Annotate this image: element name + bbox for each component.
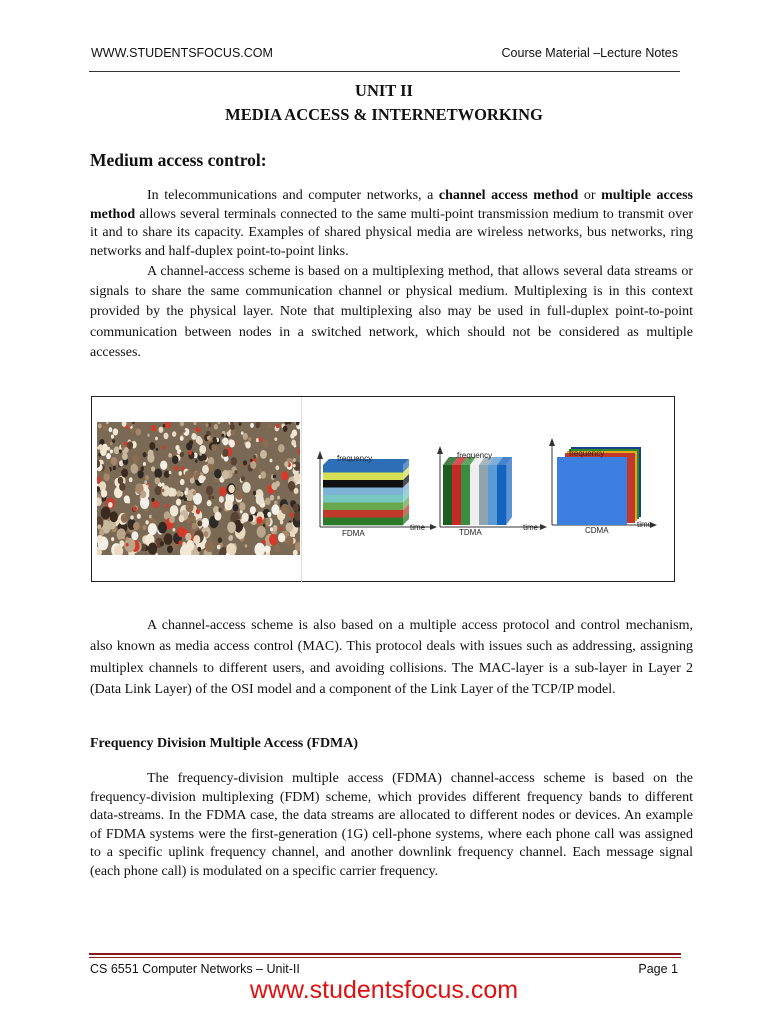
p1-bold-2: multiple access method <box>90 188 694 222</box>
crowd-person <box>149 515 152 519</box>
footer-course: CS 6551 Computer Networks – Unit-II <box>90 962 300 976</box>
crowd-person <box>132 454 139 463</box>
tdma-slot <box>452 465 461 525</box>
access-schemes-diagram <box>307 427 669 577</box>
crowd-person <box>119 483 125 491</box>
tdma-slot <box>443 465 452 525</box>
crowd-person <box>202 454 207 460</box>
crowd-person <box>205 540 214 552</box>
crowd-person <box>172 528 175 532</box>
fdma-label: FDMA <box>342 529 365 538</box>
crowd-person <box>286 536 294 546</box>
crowd-person <box>290 532 294 537</box>
crowd-person <box>270 495 274 501</box>
crowd-person <box>211 444 217 451</box>
crowd-person <box>172 431 176 437</box>
crowd-person <box>155 486 162 495</box>
crowd-person <box>193 535 200 544</box>
crowd-person <box>127 441 133 449</box>
crowd-person <box>221 433 224 437</box>
crowd-person <box>105 466 109 472</box>
paragraph-multiplexing <box>90 262 693 363</box>
crowd-person <box>113 428 118 435</box>
crowd-person <box>144 480 147 484</box>
crowd-person <box>143 525 147 530</box>
crowd-person <box>176 499 181 506</box>
crowd-person <box>250 461 256 469</box>
fdma-frequency-label: frequency <box>337 454 373 463</box>
crowd-person <box>169 471 172 475</box>
crowd-person <box>108 502 112 508</box>
crowd-person <box>164 533 173 545</box>
cdma-label: CDMA <box>585 526 609 535</box>
crowd-person <box>274 501 277 505</box>
crowd-person <box>98 444 103 450</box>
crowd-person <box>166 504 169 508</box>
p1-text-3: allows several terminals connected to the same multi-point transmission medium to transmit over it and to share its capacity. Examples of shared physical media are wireless networks, bus networks, ring networks and half-duplex point-to-point links. <box>90 206 693 259</box>
tdma-panel <box>437 446 547 537</box>
crowd-person <box>164 471 170 478</box>
crowd-person <box>167 546 173 554</box>
crowd-person <box>259 437 263 442</box>
crowd-person <box>281 471 288 480</box>
crowd-person <box>270 459 273 463</box>
crowd-person <box>154 468 162 478</box>
crowd-person <box>174 466 178 471</box>
p3-text: The frequency-division multiple access (FDMA) channel-access scheme is based on the frequency-division multiplexing (FDM) scheme, which provides different frequency bands to different data-streams. In the FDMA case, the data streams are allocated to different nodes or devices. An example of FDMA systems were the first-generation (1G) cell-phone systems, where each phone call was assigned to a specific uplink frequency channel, and another downlink frequency channel. Each message signal (each phone call) is modulated on a specific carrier frequency. <box>90 771 693 879</box>
crowd-person <box>277 496 280 500</box>
crowd-person <box>233 504 239 512</box>
crowd-person <box>160 461 167 470</box>
crowd-person <box>113 466 116 470</box>
crowd-person <box>250 423 254 428</box>
crowd-person <box>267 512 271 517</box>
crowd-person <box>270 527 273 531</box>
crowd-person <box>268 425 271 428</box>
tdma-time-label: time <box>523 523 539 532</box>
crowd-person <box>197 520 202 526</box>
crowd-person <box>143 452 147 457</box>
crowd-person <box>260 471 266 478</box>
crowd-person <box>241 476 245 481</box>
crowd-person <box>98 423 102 428</box>
fdma-band <box>323 465 403 473</box>
crowd-person <box>114 446 120 454</box>
crowd-person <box>273 474 276 478</box>
crowd-person <box>129 477 133 482</box>
crowd-person <box>141 491 147 498</box>
tdma-bands <box>443 457 512 525</box>
crowd-person <box>180 479 185 485</box>
crowd-person <box>256 494 264 505</box>
crowd-person <box>222 439 225 442</box>
crowd-person <box>253 491 256 495</box>
crowd-person <box>158 522 167 534</box>
crowd-person <box>242 513 249 522</box>
crowd-person <box>197 438 203 445</box>
crowd-person <box>151 425 156 432</box>
crowd-person <box>293 458 296 462</box>
crowd-person <box>110 449 113 453</box>
crowd-person <box>245 441 250 448</box>
crowd-person <box>214 424 218 429</box>
crowd-person <box>274 437 277 441</box>
crowd-person <box>101 507 111 520</box>
paragraph-mac <box>90 615 693 700</box>
crowd-person <box>222 470 229 479</box>
crowd-person <box>284 461 288 467</box>
fdma-band <box>323 488 403 496</box>
crowd-person <box>110 511 118 522</box>
crowd-person <box>156 448 158 451</box>
crowd-person <box>103 424 109 431</box>
crowd-person <box>281 504 289 514</box>
crowd-person <box>230 424 235 430</box>
crowd-person <box>213 437 217 442</box>
crowd-person <box>265 497 271 505</box>
paragraph-fdma <box>90 770 693 882</box>
crowd-person <box>184 497 187 501</box>
fdma-band <box>323 473 403 481</box>
cdma-time-label: time <box>637 520 653 529</box>
crowd-person <box>228 485 234 493</box>
crowd-person <box>278 533 285 542</box>
crowd-person <box>193 491 196 495</box>
crowd-person <box>214 469 222 479</box>
crowd-person <box>229 440 235 448</box>
crowd-person <box>110 442 113 446</box>
crowd-person <box>217 545 221 550</box>
crowd-person <box>127 500 130 504</box>
crowd-person <box>133 506 137 511</box>
crowd-person <box>227 431 231 436</box>
crowd-person <box>168 453 172 458</box>
crowd-person <box>201 518 209 528</box>
crowd-person <box>231 457 237 465</box>
crowd-person <box>224 500 232 511</box>
crowd-person <box>219 496 224 503</box>
crowd-person <box>163 446 166 450</box>
crowd-person <box>160 541 164 546</box>
crowd-person <box>145 475 149 480</box>
tdma-slot <box>497 465 506 525</box>
crowd-person <box>253 455 256 459</box>
crowd-person <box>222 449 228 457</box>
cdma-frequency-label: frequency <box>569 449 605 458</box>
header-site: WWW.STUDENTSFOCUS.COM <box>91 46 273 60</box>
crowd-person <box>256 438 259 442</box>
crowd-person <box>185 470 192 479</box>
crowd-person <box>191 433 196 440</box>
crowd-person <box>291 440 296 446</box>
crowd-person <box>227 522 236 533</box>
crowd-person <box>99 529 104 536</box>
tdma-slot <box>470 465 479 525</box>
fdma-band <box>323 503 403 511</box>
crowd-person <box>207 500 212 506</box>
crowd-person <box>147 453 154 462</box>
crowd-person <box>275 465 279 470</box>
crowd-person <box>276 424 279 428</box>
crowd-person <box>218 537 222 543</box>
crowd-person <box>271 482 277 490</box>
crowd-person <box>293 464 296 467</box>
crowd-person <box>197 429 200 433</box>
crowd-person <box>101 489 107 497</box>
crowd-person <box>180 452 184 458</box>
crowd-person <box>146 520 149 524</box>
fdma-band <box>323 518 403 526</box>
crowd-person <box>188 450 191 454</box>
crowd-person <box>170 505 179 516</box>
crowd-person <box>184 491 188 496</box>
figure-divider <box>301 397 302 583</box>
crowd-person <box>126 543 129 547</box>
watermark-url: www.studentsfocus.com <box>249 976 519 1004</box>
paragraph-intro <box>90 187 693 261</box>
crowd-person <box>175 445 179 451</box>
crowd-person <box>293 504 299 512</box>
cdma-panel <box>549 438 657 535</box>
crowd-person <box>243 433 248 440</box>
crowd-person <box>262 540 266 545</box>
crowd-person <box>137 514 141 519</box>
crowd-person <box>143 462 146 466</box>
crowd-person <box>206 486 213 496</box>
tdma-side-face <box>506 457 512 525</box>
crowd-person <box>269 534 278 545</box>
crowd-person <box>271 504 279 515</box>
unit-subtitle: MEDIA ACCESS & INTERNETWORKING <box>225 105 543 124</box>
footer-rule-thin <box>89 957 681 958</box>
crowd-person <box>154 477 160 484</box>
p1-text-1: In telecommunications and computer networks, a <box>147 188 439 203</box>
p1b-text: A channel-access scheme is based on a multiplexing method, that allows several data streams or signals to share the same communication channel or physical medium. Multiplexing is in this context provided by the physical layer. Note that multiplexing also may be used in full-duplex point-to-point communication between nodes in a switched network, which should not be considered as multiple accesses. <box>90 264 693 360</box>
crowd-person <box>262 440 268 448</box>
crowd-person <box>130 464 138 474</box>
fdma-bands <box>323 459 409 525</box>
tdma-label: TDMA <box>459 528 482 537</box>
crowd-person <box>155 437 158 441</box>
crowd-person <box>198 475 204 483</box>
crowd-person <box>228 535 232 541</box>
crowd-person <box>234 470 237 474</box>
crowd-person <box>190 478 195 484</box>
crowd-person <box>172 456 179 465</box>
crowd-person <box>106 453 111 459</box>
fdma-band <box>323 495 403 503</box>
cdma-block <box>557 447 641 525</box>
crowd-person <box>212 496 215 499</box>
crowd-person <box>257 516 263 524</box>
crowd-person <box>130 515 133 519</box>
crowd-person <box>243 460 247 465</box>
crowd-person <box>197 547 201 552</box>
crowd-person <box>290 433 294 439</box>
crowd-person <box>235 490 243 500</box>
crowd-person <box>181 466 184 470</box>
crowd-person <box>147 433 150 436</box>
crowd-person <box>159 427 164 433</box>
fdma-band <box>323 480 403 488</box>
crowd-person <box>121 514 128 523</box>
crowd-person <box>279 527 282 531</box>
crowd-person <box>195 459 198 463</box>
crowd-person <box>286 522 293 532</box>
crowd-person <box>163 424 166 427</box>
tdma-slot <box>461 465 470 525</box>
crowd-person <box>111 537 114 541</box>
footer-rule <box>89 953 681 955</box>
crowd-person <box>183 429 186 433</box>
crowd-person <box>290 513 294 518</box>
crowd-person <box>109 427 113 432</box>
crowd-person <box>111 457 117 465</box>
crowd-person <box>241 431 244 434</box>
p1-bold-1: channel access method <box>438 188 579 203</box>
crowd-person <box>207 436 210 440</box>
crowd-person <box>162 489 165 493</box>
crowd-person <box>133 522 140 531</box>
crowd-person <box>250 506 256 514</box>
crowd-person <box>218 508 221 512</box>
crowd-person <box>149 442 155 450</box>
crowd-person <box>186 502 194 512</box>
crowd-person <box>186 442 192 450</box>
crowd-person <box>202 465 209 474</box>
crowd-person <box>260 450 267 459</box>
crowd-person <box>206 423 209 427</box>
crowd-person <box>124 442 127 446</box>
crowd-person <box>99 465 102 469</box>
crowd-person <box>245 544 248 548</box>
crowd-person <box>239 502 245 510</box>
crowd-person <box>169 516 175 524</box>
tdma-slot <box>488 465 497 525</box>
crowd-person <box>185 533 191 541</box>
crowd-person <box>192 522 197 529</box>
crowd-person <box>121 469 128 478</box>
crowd-person <box>199 452 202 455</box>
p1-text-2: or <box>578 188 602 203</box>
crowd-person <box>163 433 168 440</box>
header-course: Course Material –Lecture Notes <box>501 46 678 60</box>
crowd-person <box>283 426 288 432</box>
crowd-person <box>178 540 182 545</box>
crowd-person <box>219 487 226 497</box>
crowd-person <box>140 497 149 509</box>
crowd-person <box>119 449 122 453</box>
crowd-person <box>196 509 200 515</box>
footer-page-number: Page 1 <box>638 962 678 976</box>
crowd-person <box>248 437 251 441</box>
crowd-person <box>179 471 182 475</box>
crowd-person <box>214 479 217 483</box>
crowd-person <box>97 524 101 529</box>
crowd-person <box>239 422 242 426</box>
crowd-person <box>250 459 252 462</box>
crowd-person <box>180 436 184 441</box>
crowd-person <box>167 467 170 471</box>
header-rule <box>89 71 680 72</box>
crowd-person <box>278 444 285 453</box>
crowd-person <box>242 482 250 493</box>
crowd-person <box>273 525 278 531</box>
tdma-frequency-label: frequency <box>457 451 493 460</box>
cdma-front <box>557 457 627 525</box>
p2-text: A channel-access scheme is also based on a multiple access protocol and control mechanism, also known as media access control (MAC). This protocol deals with issues such as addressing, assigning multiplex channels to different users, and avoiding collisions. The MAC-layer is a sub-layer in Layer 2 (Data Link Layer) of the OSI model and a component of the Link Layer of the TCP/IP model. <box>90 618 693 697</box>
crowd-person <box>204 531 209 537</box>
crowd-person <box>138 470 144 478</box>
crowd-person <box>119 540 124 547</box>
crowd-person <box>148 523 157 535</box>
fdma-panel <box>317 451 437 538</box>
crowd-person <box>288 481 295 491</box>
crowd-person <box>111 435 114 439</box>
fdma-band <box>323 510 403 518</box>
crowd-person <box>274 544 280 552</box>
tdma-slot <box>479 465 488 525</box>
crowd-person <box>141 466 144 471</box>
crowd-person <box>177 490 182 496</box>
crowd-person <box>151 466 155 471</box>
crowd-person <box>214 512 221 521</box>
fdma-heading: Frequency Division Multiple Access (FDMA) <box>90 736 359 751</box>
crowd-person <box>112 439 115 443</box>
crowd-person <box>141 499 144 503</box>
crowd-person <box>117 528 126 540</box>
multiple-access-figure <box>91 396 675 582</box>
fdma-time-label: time <box>410 523 426 532</box>
crowd-person <box>177 526 185 537</box>
crowd-person <box>208 495 211 499</box>
crowd-person <box>122 453 128 460</box>
crowd-person <box>191 515 196 521</box>
crowd-photo <box>97 422 300 555</box>
crowd-person <box>257 526 266 538</box>
crowd-person <box>148 543 157 555</box>
crowd-person <box>179 515 185 522</box>
crowd-person <box>153 500 159 508</box>
unit-title: UNIT II <box>355 81 413 100</box>
section-heading: Medium access control: <box>90 150 267 170</box>
crowd-person <box>136 428 141 435</box>
